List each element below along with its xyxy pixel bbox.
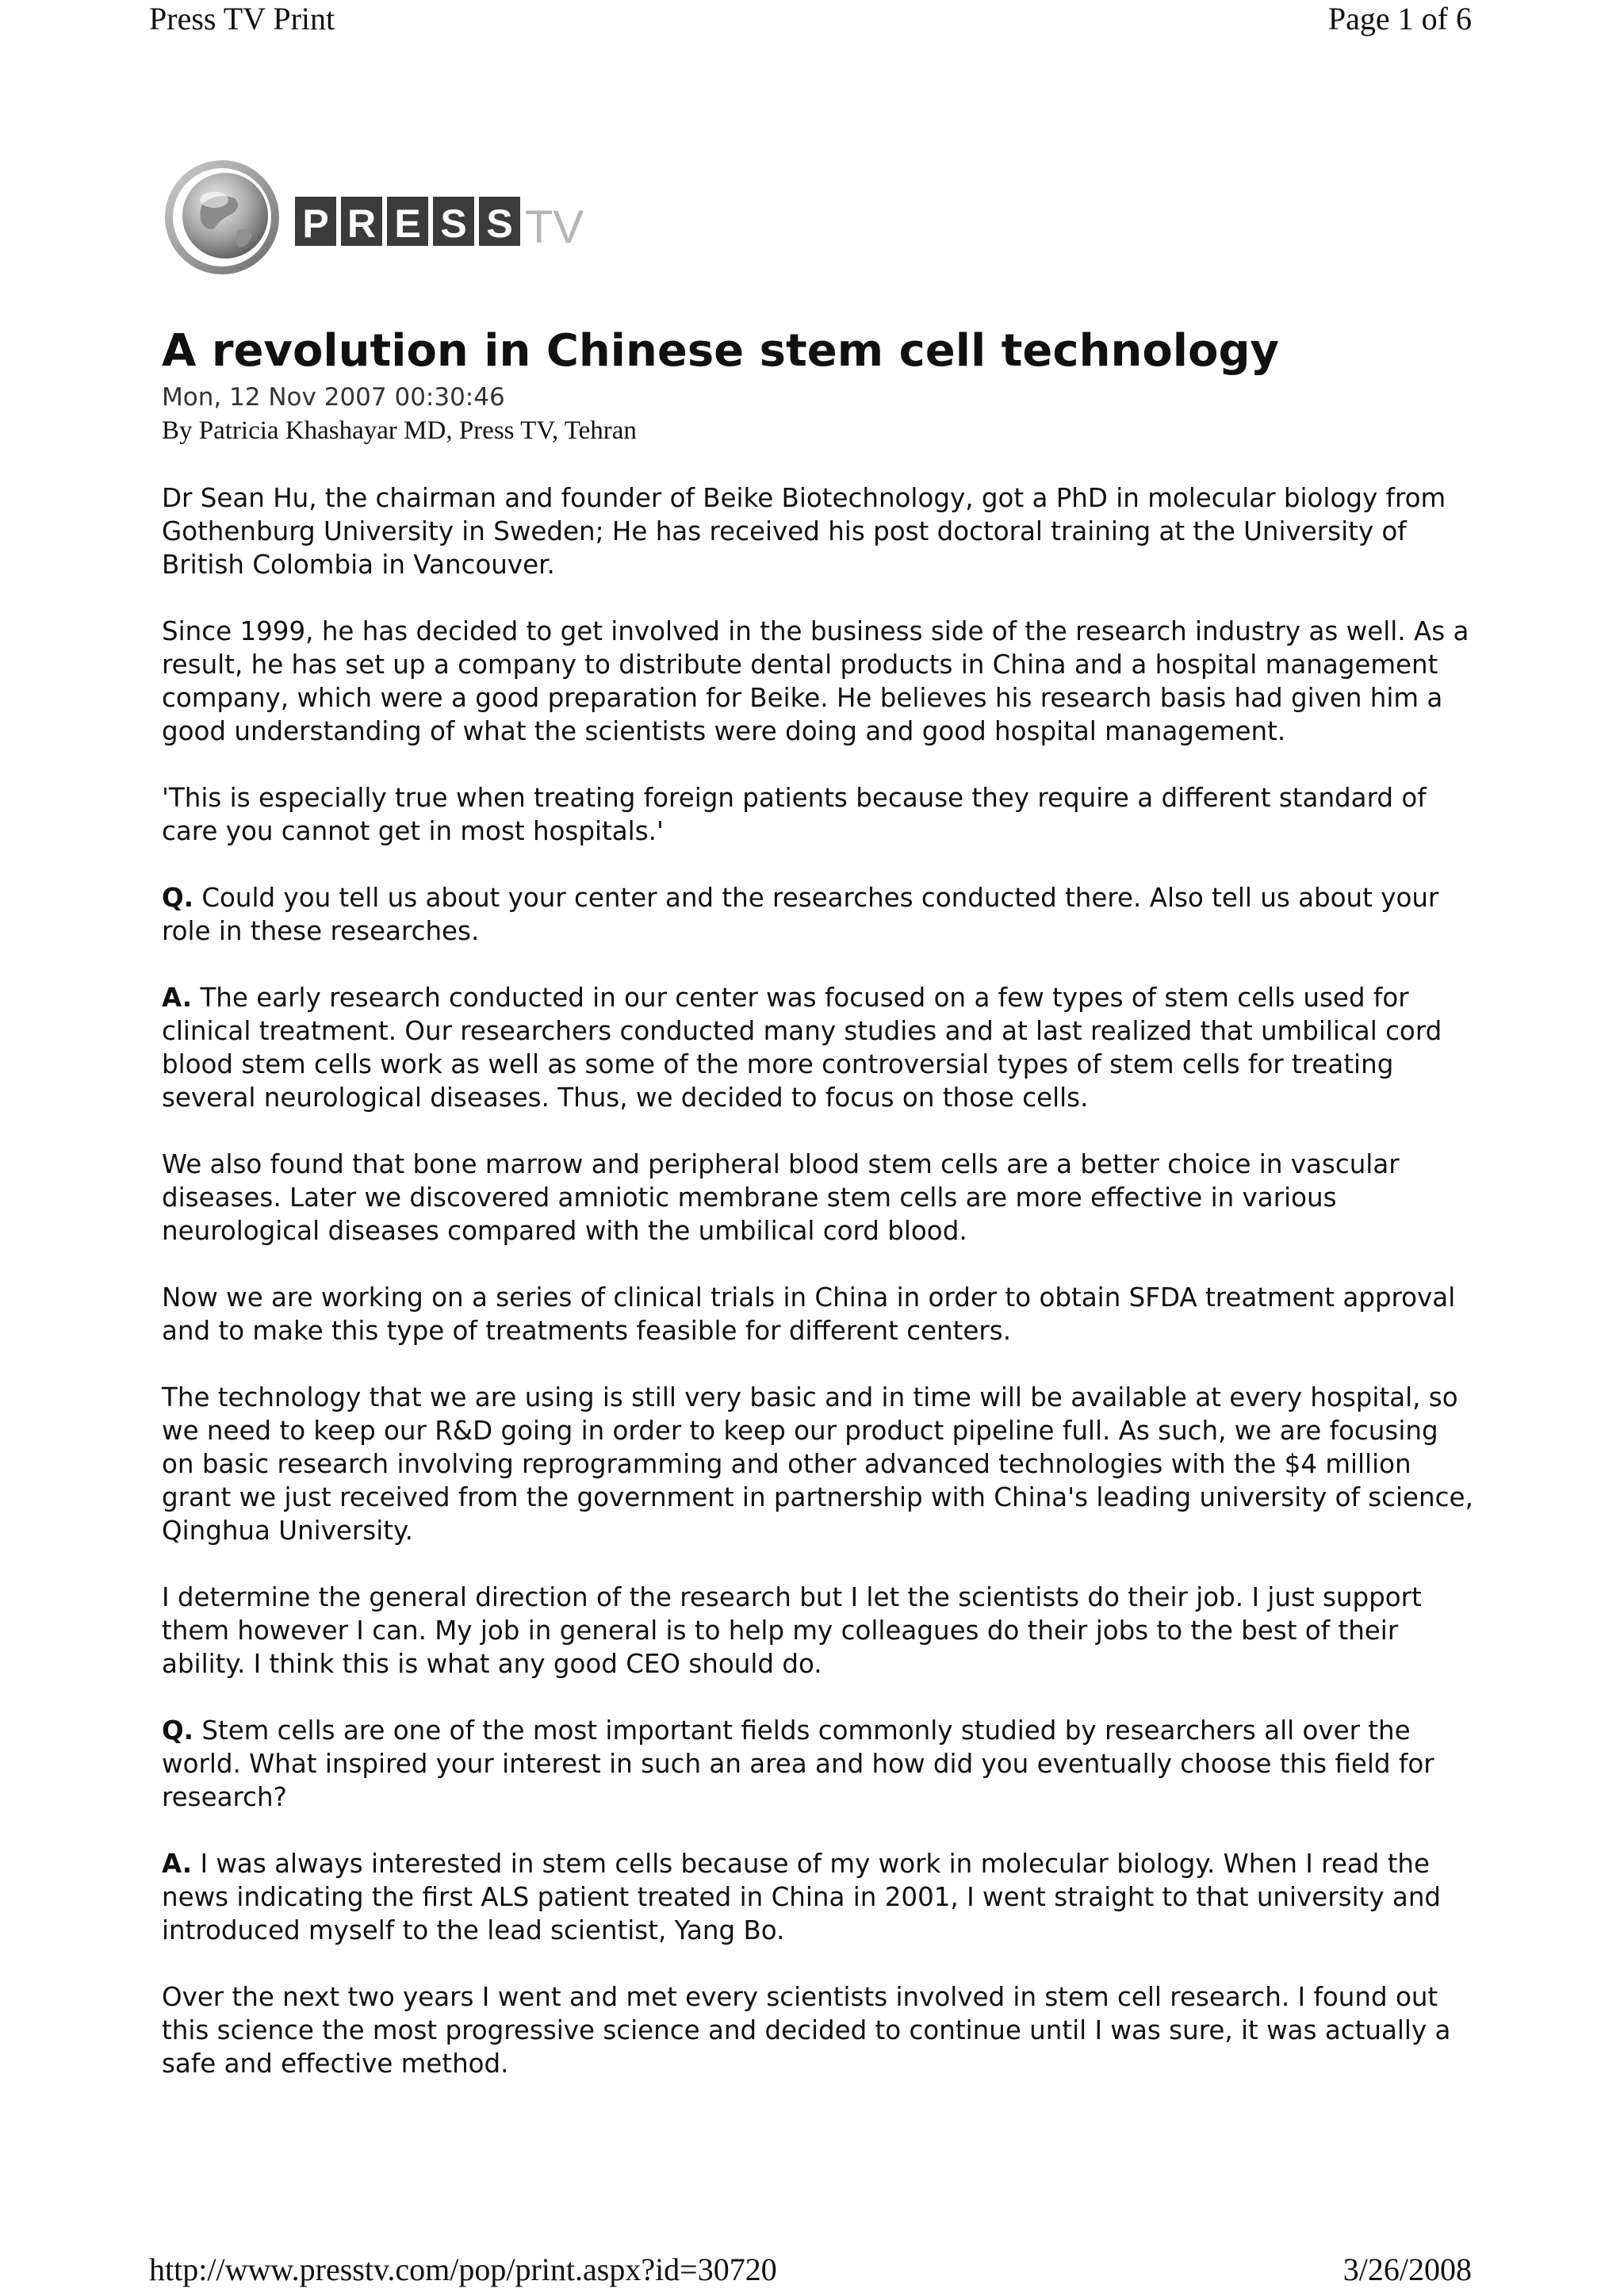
qa-label: A. [162,1849,193,1879]
article-paragraph [162,1980,1478,2080]
print-date: 3/26/2008 [1342,2252,1472,2287]
paragraph-text: Could you tell us about your center and the researches conducted there. Also tell us about your role in these researches. [162,883,1439,946]
article [162,321,1478,2114]
article-paragraph [162,881,1478,948]
paragraph-text: Stem cells are one of the most important fields commonly studied by researchers all over the world. What inspired your interest in such an area and how did you eventually choose this field for research? [162,1715,1434,1812]
article-paragraph [162,1847,1478,1947]
paragraph-text: 'This is especially true when treating foreign patients because they require a different standard of care you cannot get in most hospitals.' [162,783,1427,846]
globe-icon [165,160,279,274]
paragraph-text: I determine the general direction of the research but I let the scientists do their job. I just support them however I can. My job in general is to help my colleagues do their jobs to the best of their ability. I think this is what any good CEO should do. [162,1582,1422,1679]
paragraph-text: The technology that we are using is still very basic and in time will be available at every hospital, so we need to keep our R&D going in order to keep our product pipeline full. As such, we are focusing on basic research involving reprogramming and other advanced technologies with the $4 million grant we just received from the government in partnership with China's leading university of science, Qinghua University. [162,1382,1473,1546]
svg-text:S: S [440,201,467,246]
paragraph-text: The early research conducted in our center was focused on a few types of stem cells used for clinical treatment. Our researchers conducted many studies and at last realized that umbilical cord blood stem cells work as well as some of the more controversial types of stem cells for treating several neurological diseases. Thus, we decided to focus on those cells. [162,983,1442,1113]
svg-text:P: P [302,201,329,246]
paragraph-text: I was always interested in stem cells because of my work in molecular biology. When I read the news indicating the first ALS patient treated in China in 2001, I went straight to that university and introduced myself to the lead scientist, Yang Bo. [162,1849,1442,1945]
page-number: Page 1 of 6 [1327,1,1472,36]
paragraph-text: Dr Sean Hu, the chairman and founder of Beike Biotechnology, got a PhD in molecular biology from Gothenburg University in Sweden; He has received his post doctoral training at the University of British Colombia in Vancouver. [162,483,1446,580]
article-paragraph [162,781,1478,848]
svg-text:R: R [347,201,377,246]
print-footer [0,2251,1624,2290]
print-header-title: Press TV Print [149,1,335,36]
svg-text:S: S [486,201,513,246]
article-paragraph [162,1714,1478,1814]
svg-text:E: E [394,201,421,246]
paragraph-text: We also found that bone marrow and peripheral blood stem cells are a better choice in vascular diseases. Later we discovered amniotic membrane stem cells are more effective in various neurological diseases compared with the umbilical cord blood. [162,1149,1400,1246]
print-header [0,0,1624,40]
paragraph-text: Since 1999, he has decided to get involved in the business side of the research industry as well. As a result, he has set up a company to distribute dental products in China and a hospital management company, which were a good preparation for Beike. He believes his research basis had given him a good understanding of what the scientists were doing and good hospital management. [162,616,1469,746]
article-paragraph [162,1148,1478,1248]
source-url: http://www.presstv.com/pop/print.aspx?id=30720 [149,2252,777,2287]
press-wordmark [295,197,584,253]
article-paragraph [162,981,1478,1114]
qa-label: Q. [162,1715,193,1746]
article-date: Mon, 12 Nov 2007 00:30:46 [162,383,505,412]
article-title: A revolution in Chinese stem cell technology [162,325,1280,377]
article-paragraph [162,1581,1478,1681]
presstv-logo [162,157,653,278]
article-paragraph [162,1281,1478,1347]
paragraph-text: Over the next two years I went and met every scientists involved in stem cell research. I found out this science the most progressive science and decided to continue until I was sure, it was actually a safe and effective method. [162,1982,1451,2079]
qa-label: Q. [162,883,193,913]
article-paragraph [162,615,1478,748]
article-byline: By Patricia Khashayar MD, Press TV, Tehran [162,416,637,445]
article-paragraph [162,1381,1478,1547]
article-paragraph [162,481,1478,581]
paragraph-text: Now we are working on a series of clinical trials in China in order to obtain SFDA treatment approval and to make this type of treatments feasible for different centers. [162,1282,1456,1346]
article-body [162,481,1478,2080]
svg-text:TV: TV [525,201,584,253]
qa-label: A. [162,983,193,1013]
